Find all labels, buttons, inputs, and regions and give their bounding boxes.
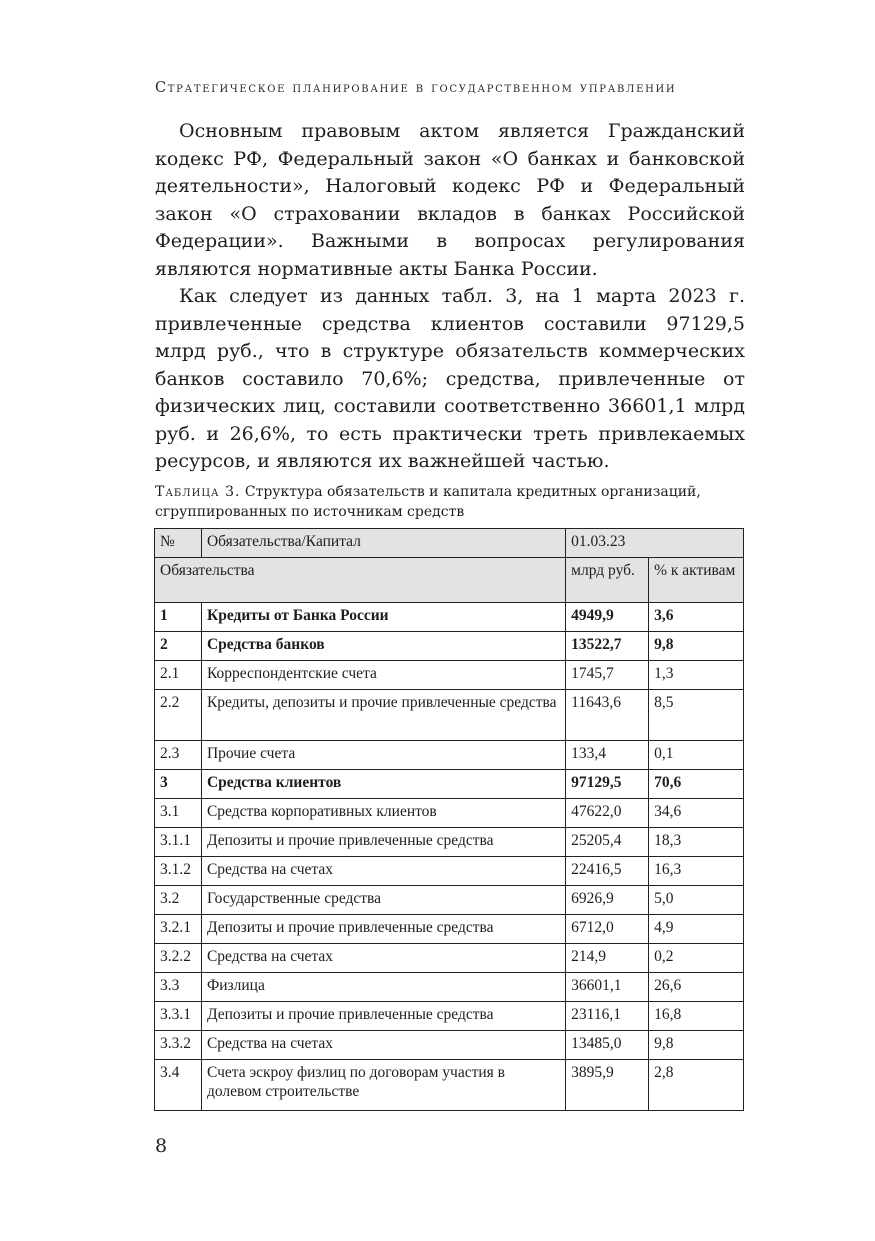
table-row: [155, 1031, 744, 1060]
row-name: Прочие счета: [201, 741, 565, 770]
row-num: 3.2: [155, 886, 202, 915]
row-percent: 9,8: [649, 1031, 744, 1060]
row-amount: 25205,4: [566, 828, 649, 857]
table-row: [155, 915, 744, 944]
table-row: [155, 828, 744, 857]
row-num: 2.1: [155, 661, 202, 690]
table-subheader-row: [155, 558, 744, 603]
table-row: [155, 741, 744, 770]
row-name: Средства банков: [201, 632, 565, 661]
table-row: [155, 1002, 744, 1031]
table-row: [155, 1060, 744, 1111]
row-num: 3.2.2: [155, 944, 202, 973]
table-row: [155, 886, 744, 915]
row-percent: 16,3: [649, 857, 744, 886]
row-percent: 26,6: [649, 973, 744, 1002]
table-row: [155, 857, 744, 886]
row-percent: 4,9: [649, 915, 744, 944]
row-amount: 36601,1: [566, 973, 649, 1002]
row-percent: 70,6: [649, 770, 744, 799]
table-body: [155, 603, 744, 1111]
row-name: Средства на счетах: [201, 857, 565, 886]
row-amount: 13485,0: [566, 1031, 649, 1060]
table-row: [155, 603, 744, 632]
row-amount: 13522,7: [566, 632, 649, 661]
header-date: 01.03.23: [566, 529, 744, 558]
row-percent: 1,3: [649, 661, 744, 690]
row-name: Физлица: [201, 973, 565, 1002]
row-name: Счета эскроу физлиц по договорам участия в долевом строительстве: [201, 1060, 565, 1111]
row-name: Средства корпоративных клиентов: [201, 799, 565, 828]
row-percent: 3,6: [649, 603, 744, 632]
table-row: [155, 690, 744, 741]
header-num: №: [155, 529, 202, 558]
row-percent: 0,2: [649, 944, 744, 973]
row-name: Кредиты, депозиты и прочие привлеченные средства: [201, 690, 565, 741]
row-name: Депозиты и прочие привлеченные средства: [201, 1002, 565, 1031]
header-name: Обязательства/Капитал: [201, 529, 565, 558]
row-percent: 18,3: [649, 828, 744, 857]
table-row: [155, 770, 744, 799]
row-percent: 2,8: [649, 1060, 744, 1111]
header-unit-percent: % к активам: [649, 558, 744, 603]
row-name: Средства на счетах: [201, 1031, 565, 1060]
table-header-row: [155, 529, 744, 558]
header-section: Обязательства: [155, 558, 566, 603]
row-percent: 16,8: [649, 1002, 744, 1031]
body-text: [155, 118, 745, 476]
row-amount: 4949,9: [566, 603, 649, 632]
table-row: [155, 799, 744, 828]
row-num: 3.2.1: [155, 915, 202, 944]
row-amount: 22416,5: [566, 857, 649, 886]
row-amount: 11643,6: [566, 690, 649, 741]
table-caption-lead: Таблица 3.: [155, 484, 241, 500]
row-num: 2.2: [155, 690, 202, 741]
liabilities-table: [154, 528, 744, 1111]
table-row: [155, 661, 744, 690]
row-name: Средства на счетах: [201, 944, 565, 973]
table-row: [155, 973, 744, 1002]
table-caption: [155, 482, 745, 522]
row-percent: 34,6: [649, 799, 744, 828]
page-number: 8: [155, 1135, 168, 1157]
table-caption-text: Структура обязательств и капитала кредитных организаций, сгруппированных по источникам средств: [155, 484, 701, 520]
row-num: 3.3.1: [155, 1002, 202, 1031]
row-num: 3.1: [155, 799, 202, 828]
row-percent: 8,5: [649, 690, 744, 741]
row-amount: 6712,0: [566, 915, 649, 944]
row-num: 3.1.1: [155, 828, 202, 857]
row-percent: 9,8: [649, 632, 744, 661]
row-name: Средства клиентов: [201, 770, 565, 799]
row-num: 2: [155, 632, 202, 661]
row-name: Депозиты и прочие привлеченные средства: [201, 828, 565, 857]
row-amount: 6926,9: [566, 886, 649, 915]
table-row: [155, 632, 744, 661]
row-num: 3.3: [155, 973, 202, 1002]
row-amount: 133,4: [566, 741, 649, 770]
row-amount: 3895,9: [566, 1060, 649, 1111]
header-unit-amount: млрд руб.: [566, 558, 649, 603]
row-percent: 0,1: [649, 741, 744, 770]
row-num: 1: [155, 603, 202, 632]
row-num: 3.1.2: [155, 857, 202, 886]
row-name: Депозиты и прочие привлеченные средства: [201, 915, 565, 944]
row-amount: 47622,0: [566, 799, 649, 828]
running-head: Стратегическое планирование в государственном управлении: [155, 80, 677, 96]
paragraph: Как следует из данных табл. 3, на 1 марта 2023 г. привлеченные средства клиентов составили 97129,5 млрд руб., что в структуре обязательств коммерческих банков составило 70,6%; средства, привлеченные от физических лиц, составили соответственно 36601,1 млрд руб. и 26,6%, то есть практически треть привлекаемых ресурсов, и являются их важнейшей частью.: [155, 285, 745, 472]
row-amount: 97129,5: [566, 770, 649, 799]
row-num: 3.3.2: [155, 1031, 202, 1060]
row-num: 2.3: [155, 741, 202, 770]
row-num: 3.4: [155, 1060, 202, 1111]
row-amount: 214,9: [566, 944, 649, 973]
row-name: Корреспондентские счета: [201, 661, 565, 690]
row-name: Государственные средства: [201, 886, 565, 915]
row-amount: 1745,7: [566, 661, 649, 690]
table-row: [155, 944, 744, 973]
row-percent: 5,0: [649, 886, 744, 915]
row-name: Кредиты от Банка России: [201, 603, 565, 632]
paragraph: Основным правовым актом является Гражданский кодекс РФ, Федеральный закон «О банках и банковской деятельности», Налоговый кодекс РФ и Федеральный закон «О страховании вкладов в банках Российской Федерации». Важными в вопросах регулирования являются нормативные акты Банка России.: [155, 120, 745, 280]
row-num: 3: [155, 770, 202, 799]
row-amount: 23116,1: [566, 1002, 649, 1031]
